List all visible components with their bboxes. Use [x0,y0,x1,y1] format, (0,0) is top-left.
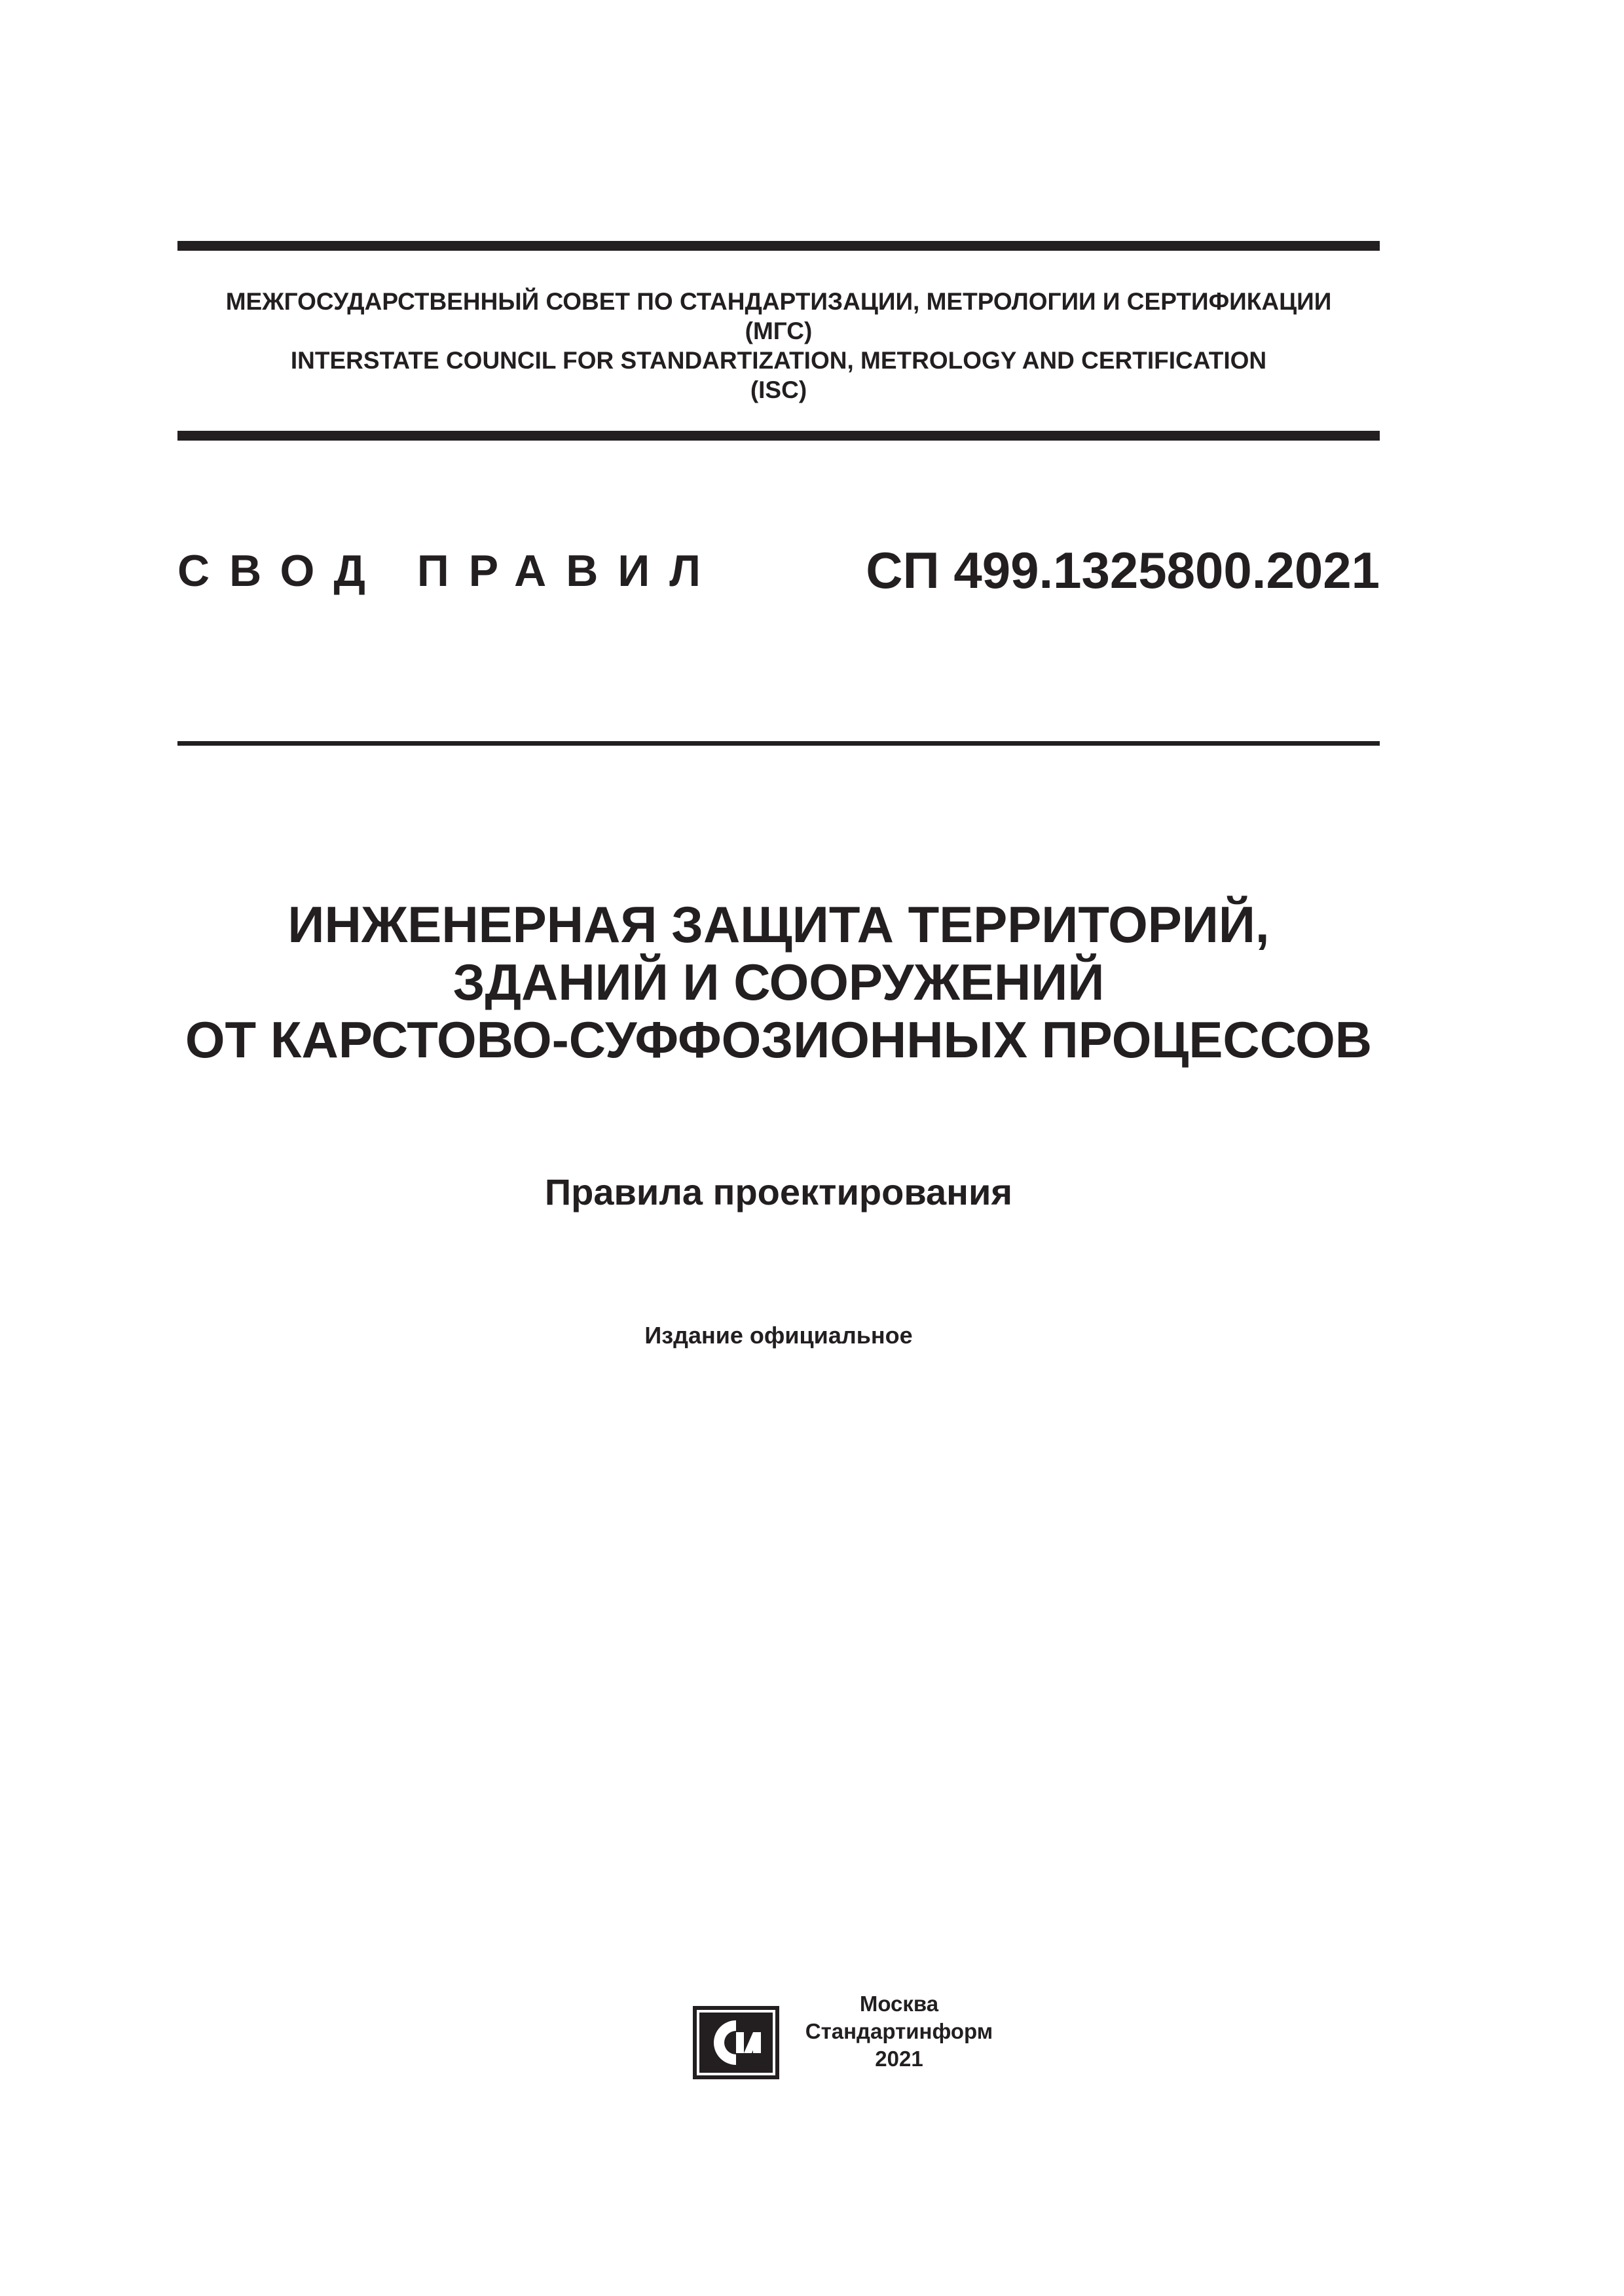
imprint-city: Москва [859,1992,939,2016]
title-line: ОТ КАРСТОВО-СУФФОЗИОННЫХ ПРОЦЕССОВ [185,1011,1373,1068]
imprint-publisher: Стандартинформ [805,2019,993,2043]
council-header [177,287,1380,405]
title-line: ЗДАНИЙ И СООРУЖЕНИЙ [452,953,1105,1011]
title-line: ИНЖЕНЕРНАЯ ЗАЩИТА ТЕРРИТОРИЙ, [287,896,1270,953]
top-rule [177,241,1380,251]
header-bottom-rule [177,431,1380,441]
council-name-ru: МЕЖГОСУДАРСТВЕННЫЙ СОВЕТ ПО СТАНДАРТИЗАЦИИ, МЕТРОЛОГИИ И СЕРТИФИКАЦИИ [225,288,1332,315]
standartinform-logo-icon [690,2003,782,2082]
council-abbr-en: (ISC) [750,376,807,403]
document-type: СВОД ПРАВИЛ [177,546,720,596]
edition-label: Издание официальное [644,1322,913,1349]
council-name-en: INTERSTATE COUNCIL FOR STANDARTIZATION, METROLOGY AND CERTIFICATION [290,347,1267,374]
document-title [177,896,1380,1068]
council-abbr-ru: (МГС) [745,318,813,344]
document-code: СП 499.1325800.2021 [866,541,1380,599]
document-subtitle: Правила проектирования [544,1171,1013,1212]
imprint-year: 2021 [875,2047,923,2071]
code-underline-rule [177,741,1380,746]
imprint [798,1990,1001,2073]
